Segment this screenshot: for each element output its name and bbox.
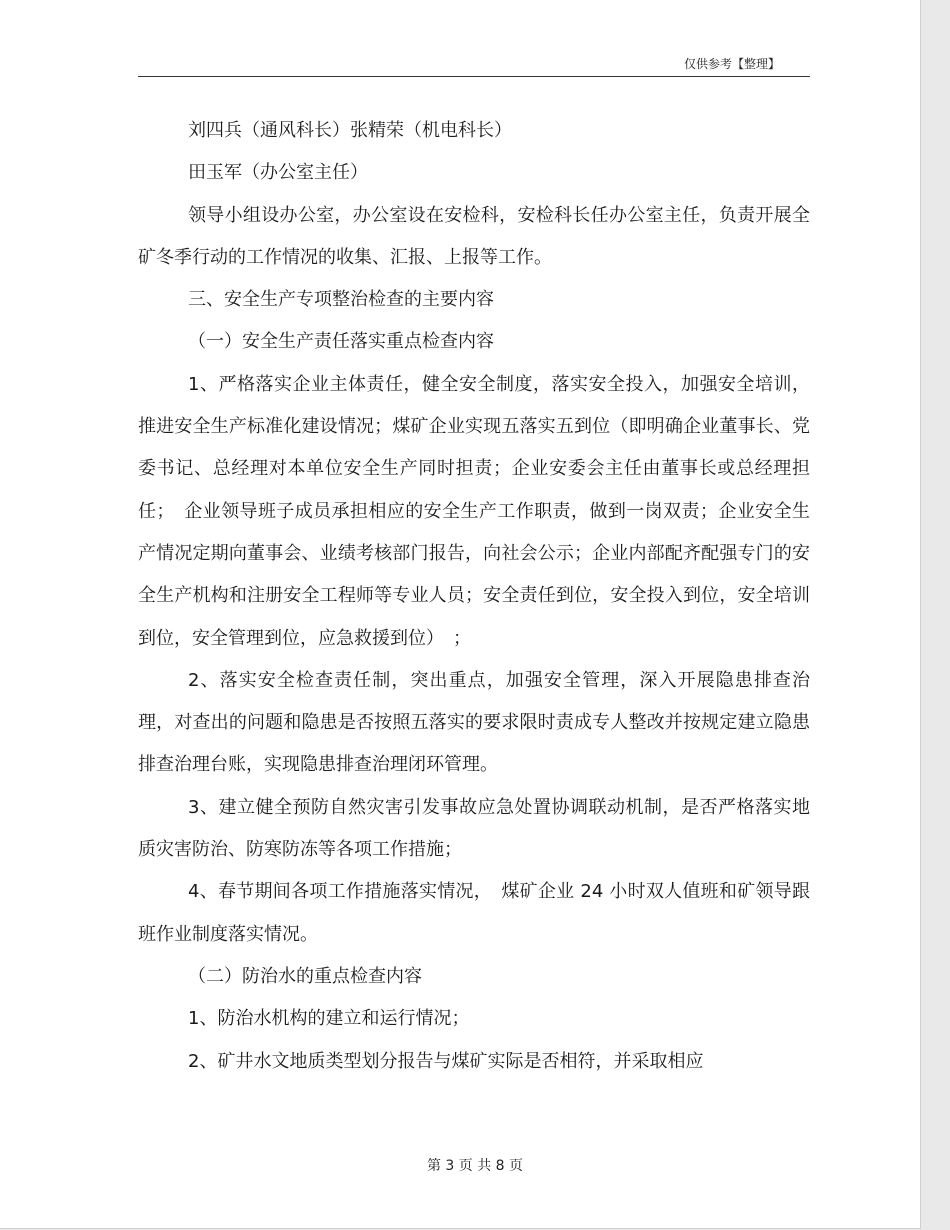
- paragraph: 1、严格落实企业主体责任，健全安全制度，落实安全投入，加强安全培训，推进安全生产标准化建设情况；煤矿企业实现五落实五到位（即明确企业董事长、党委书记、总经理对本单位安全生产同时担责；企业安委会主任由董事长或总经理担任； 企业领导班子成员承担相应的安全生产工作职责，做到一岗双责；企业安全生产情况定期向董事会、业绩考核部门报告，向社会公示；企业内部配齐配强专门的安全生产机构和注册安全工程师等专业人员；安全责任到位，安全投入到位，安全培训到位，安全管理到位，应急救援到位） ；: [138, 373, 810, 649]
- paragraph: 1、防治水机构的建立和运行情况；: [188, 1008, 470, 1030]
- paragraph: 领导小组设办公室，办公室设在安检科，安检科长任办公室主任，负责开展全矿冬季行动的工作情况的收集、汇报、上报等工作。: [138, 204, 810, 268]
- paragraph: 2、矿井水文地质类型划分报告与煤矿实际是否相符，并采取相应: [188, 1050, 704, 1072]
- header-rule: [138, 76, 810, 77]
- paragraph: 3、建立健全预防自然灾害引发事故应急处置协调联动机制，是否严格落实地质灾害防治、防寒防冻等各项工作措施；: [138, 796, 810, 861]
- document-body: [138, 110, 810, 1083]
- paragraph: 2、落实安全检查责任制，突出重点，加强安全管理，深入开展隐患排查治理，对查出的问题和隐患是否按照五落实的要求限时责成专人整改并按规定建立隐患排查治理台账，实现隐患排查治理闭环管理。: [138, 669, 810, 776]
- subsection-heading: （一）安全生产责任落实重点检查内容: [188, 331, 494, 353]
- paragraph: 田玉军（办公室主任）: [188, 162, 368, 184]
- page-header-text: 仅供参考【整理】: [683, 57, 780, 71]
- paragraph: 刘四兵（通风科长）张精荣（机电科长）: [188, 120, 512, 141]
- page-footer: 第 3 页 共 8 页: [426, 1158, 524, 1174]
- section-heading: 三、安全生产专项整治检查的主要内容: [188, 289, 494, 311]
- paragraph: 4、春节期间各项工作措施落实情况， 煤矿企业 24 小时双人值班和矿领导跟班作业制度落实情况。: [138, 881, 810, 945]
- subsection-heading: （二）防治水的重点检查内容: [188, 965, 422, 987]
